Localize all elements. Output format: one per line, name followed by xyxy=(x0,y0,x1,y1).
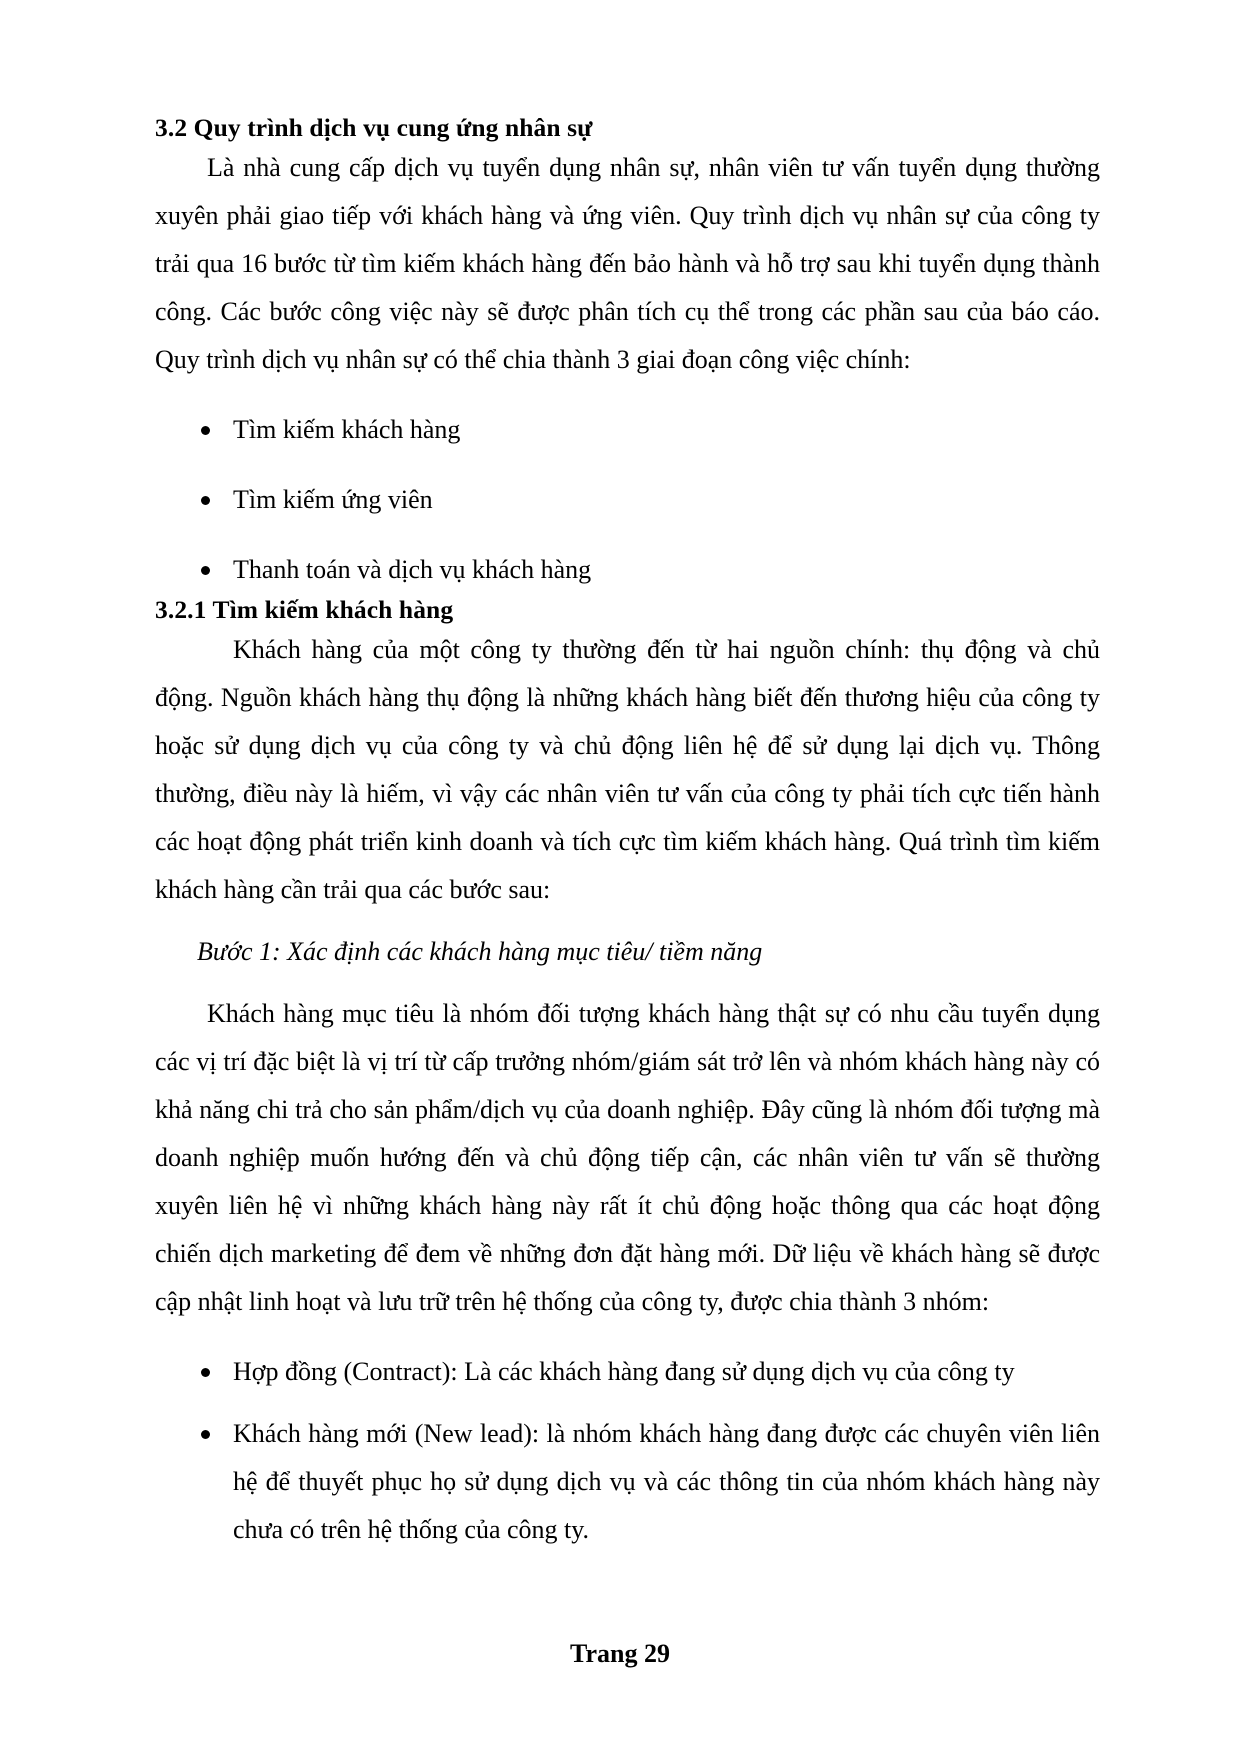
list-item-label: Hợp đồng (Contract): Là các khách hàng đang sử dụng dịch vụ của công ty xyxy=(233,1356,1015,1386)
bullet-dot-icon xyxy=(201,496,210,505)
list-item-label: Khách hàng mới (New lead): là nhóm khách hàng đang được các chuyên viên liên hệ để thuyết phục họ sử dụng dịch vụ và các thông tin của nhóm khách hàng này chưa có trên hệ thống của công ty. xyxy=(233,1418,1100,1544)
phase-bullet-list xyxy=(155,406,1100,594)
list-item xyxy=(155,546,1100,594)
bullet-dot-icon xyxy=(201,426,210,435)
list-item-label: Tìm kiếm khách hàng xyxy=(233,414,461,444)
bullet-dot-icon xyxy=(201,1368,210,1377)
list-item xyxy=(155,406,1100,454)
step-title: Bước 1: Xác định các khách hàng mục tiêu/ tiềm năng xyxy=(197,936,763,966)
list-item xyxy=(155,476,1100,524)
list-item-label: Thanh toán và dịch vụ khách hàng xyxy=(233,554,592,584)
page-number-footer: Trang 29 xyxy=(570,1639,670,1668)
bullet-dot-icon xyxy=(201,1430,210,1439)
page-content xyxy=(155,112,1100,1554)
customer-group-bullet-list xyxy=(155,1348,1100,1554)
list-item xyxy=(155,1410,1100,1554)
spacer xyxy=(155,914,1100,928)
spacer xyxy=(155,384,1100,406)
step-paragraph: Khách hàng mục tiêu là nhóm đối tượng khách hàng thật sự có nhu cầu tuyển dụng các vị trí đặc biệt là vị trí từ cấp trưởng nhóm/giám sát trở lên và nhóm khách hàng này có khả năng chi trả cho sản phẩm/dịch vụ của doanh nghiệp. Đây cũng là nhóm đối tượng mà doanh nghiệp muốn hướng đến và chủ động tiếp cận, các nhân viên tư vấn sẽ thường xuyên liên hệ vì những khách hàng này rất ít chủ động hoặc thông qua các hoạt động chiến dịch marketing để đem về những đơn đặt hàng mới. Dữ liệu về khách hàng sẽ được cập nhật linh hoạt và lưu trữ trên hệ thống của công ty, được chia thành 3 nhóm: xyxy=(155,998,1100,1316)
subsection-paragraph: Khách hàng của một công ty thường đến từ hai nguồn chính: thụ động và chủ động. Nguồn khách hàng thụ động là những khách hàng biết đến thương hiệu của công ty hoặc sử dụng dịch vụ của công ty và chủ động liên hệ để sử dụng lại dịch vụ. Thông thường, điều này là hiếm, vì vậy các nhân viên tư vấn của công ty phải tích cực tiến hành các hoạt động phát triển kinh doanh và tích cực tìm kiếm khách hàng. Quá trình tìm kiếm khách hàng cần trải qua các bước sau: xyxy=(155,634,1100,904)
intro-paragraph: Là nhà cung cấp dịch vụ tuyển dụng nhân sự, nhân viên tư vấn tuyển dụng thường xuyên phải giao tiếp với khách hàng và ứng viên. Quy trình dịch vụ nhân sự của công ty trải qua 16 bước từ tìm kiếm khách hàng đến bảo hành và hỗ trợ sau khi tuyển dụng thành công. Các bước công việc này sẽ được phân tích cụ thể trong các phần sau của báo cáo. Quy trình dịch vụ nhân sự có thể chia thành 3 giai đoạn công việc chính: xyxy=(155,152,1100,374)
subsection-heading-3-2-1: 3.2.1 Tìm kiếm khách hàng xyxy=(155,594,454,624)
bullet-dot-icon xyxy=(201,566,210,575)
list-item xyxy=(155,1348,1100,1396)
spacer xyxy=(155,1326,1100,1348)
list-item-label: Tìm kiếm ứng viên xyxy=(233,484,433,514)
section-heading-3-2: 3.2 Quy trình dịch vụ cung ứng nhân sự xyxy=(155,113,593,142)
spacer xyxy=(155,976,1100,990)
